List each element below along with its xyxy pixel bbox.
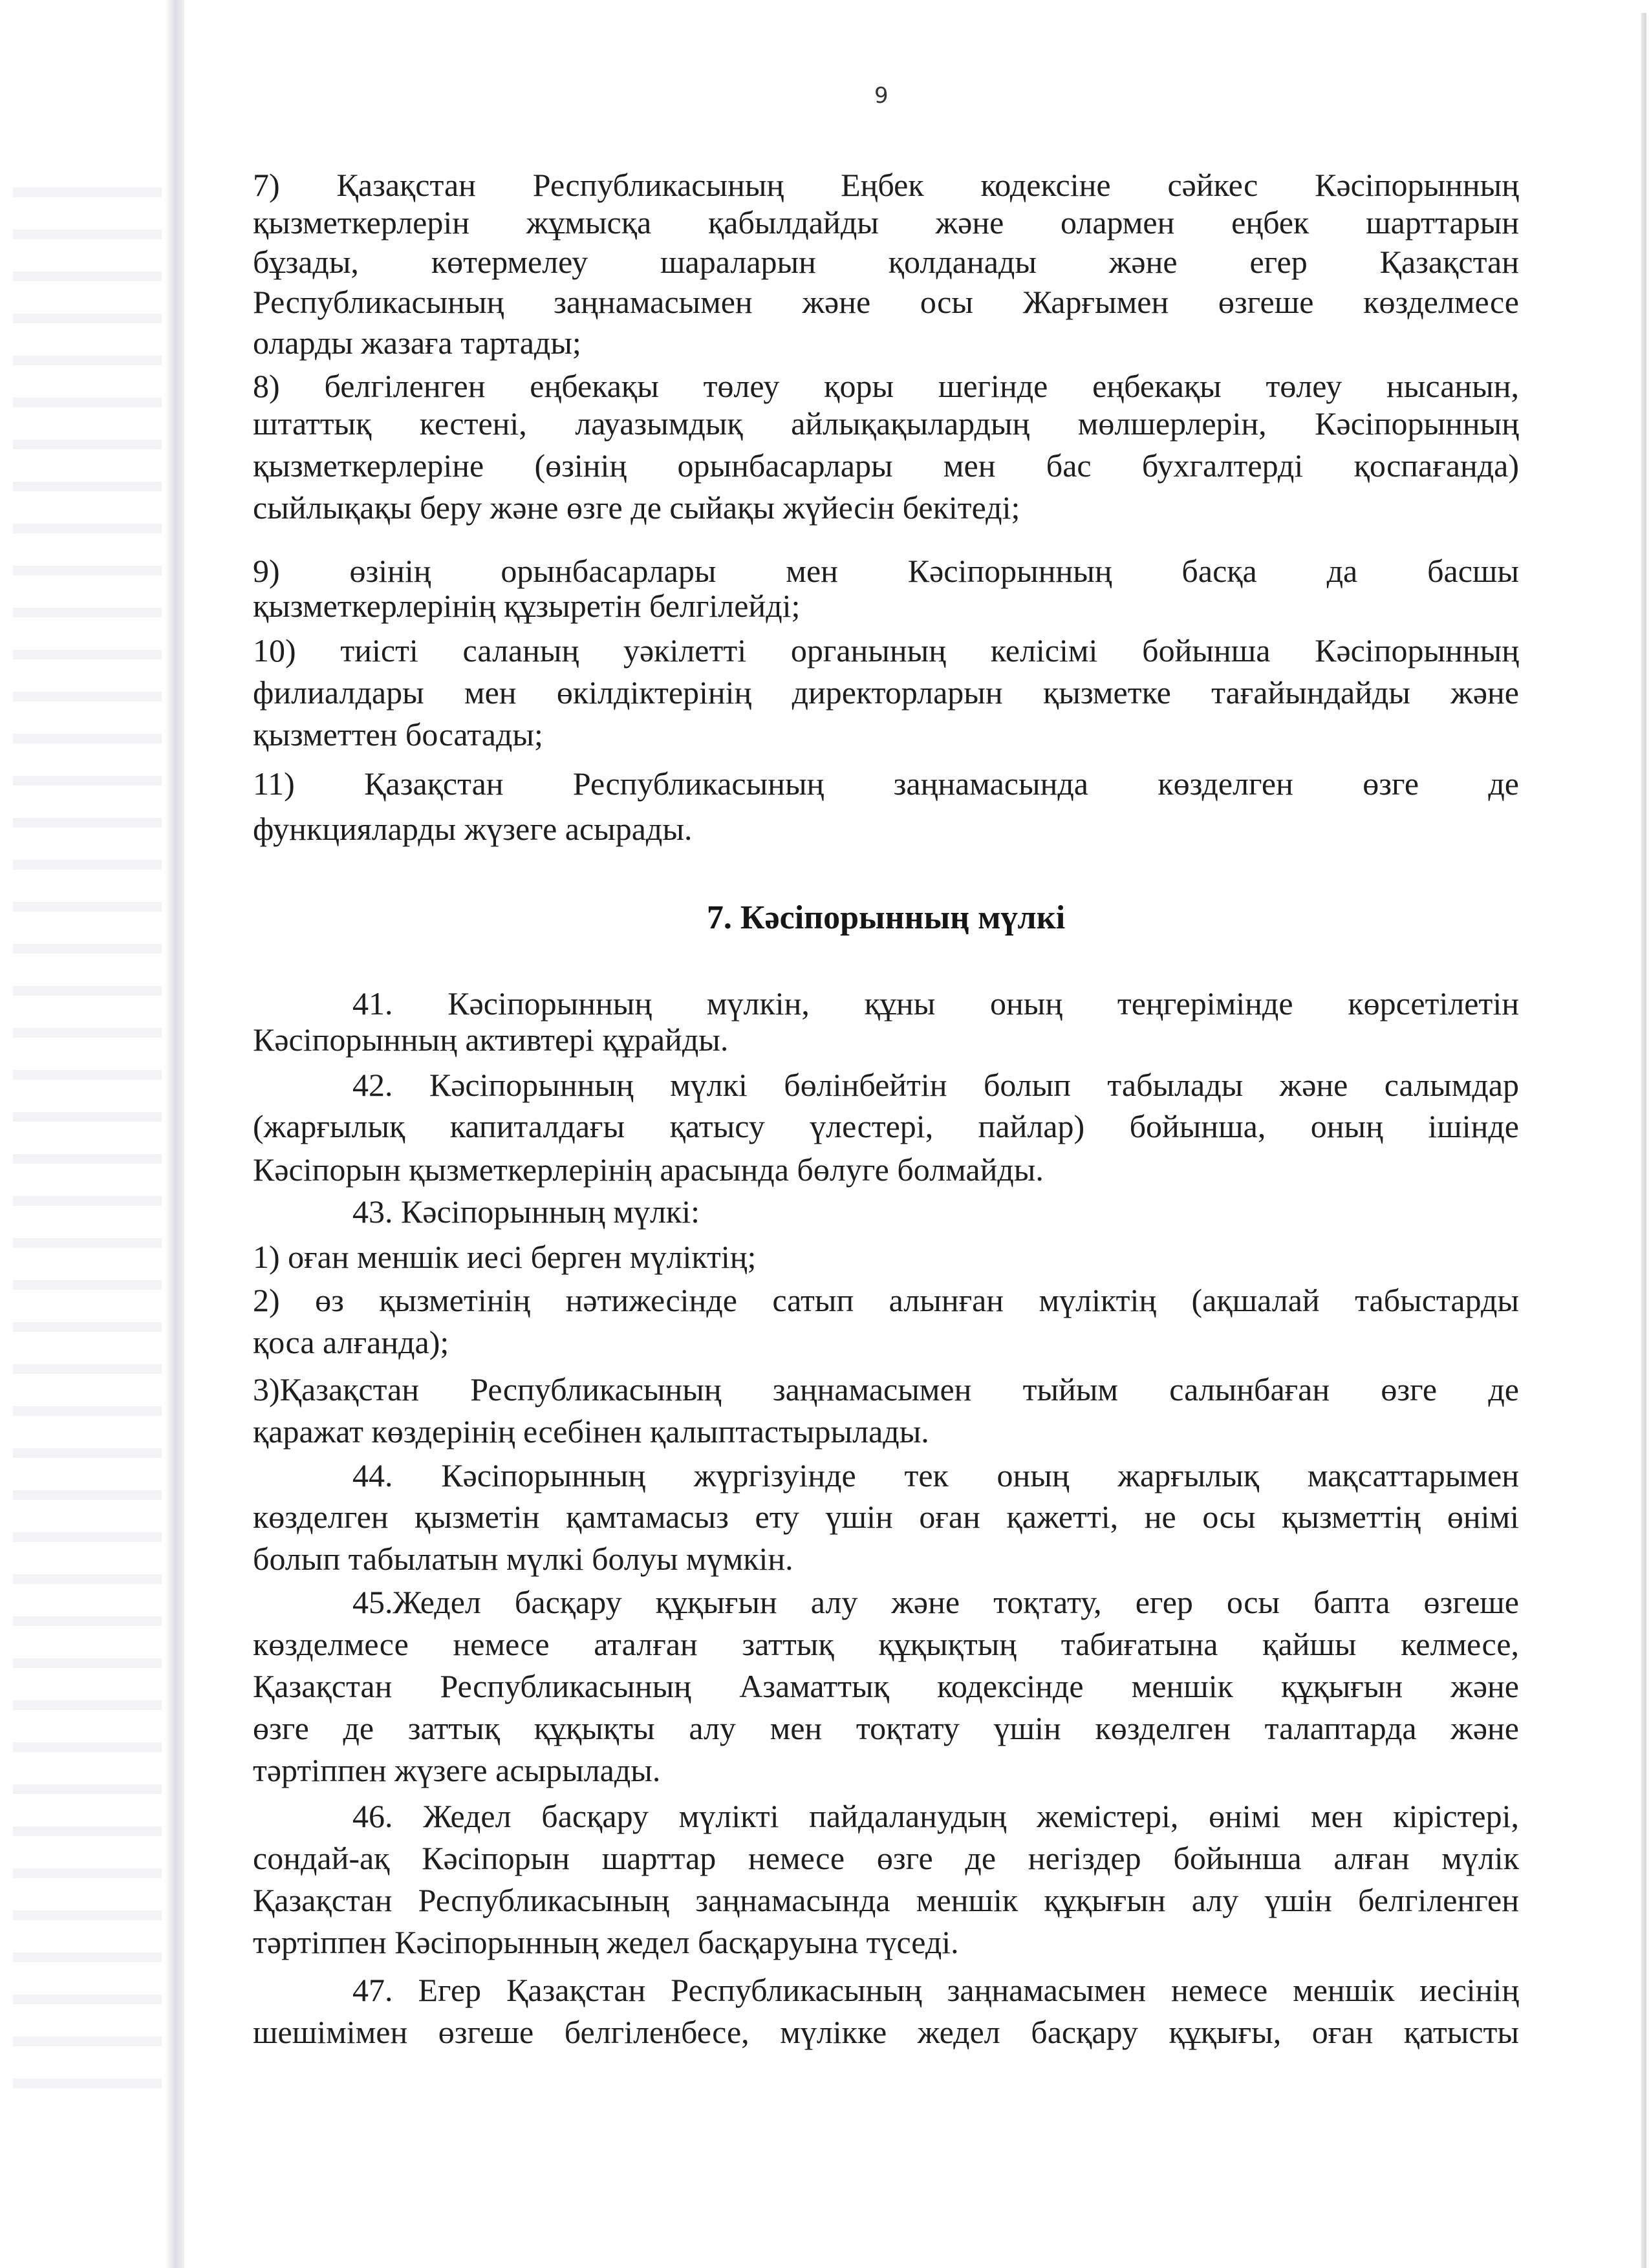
para-44-line-3: болып табылатын мүлкі болуы мүмкін.	[253, 1541, 793, 1577]
para-43-subitem-2-line-1: 2) өз қызметінің нәтижесінде сатып алынған мүліктің (ақшалай табыстарды	[253, 1282, 1519, 1318]
item-10-line-3: қызметтен босатады;	[253, 716, 543, 753]
para-44-line-2: көзделген қызметін қамтамасыз ету үшін оған қажетті, не осы қызметтің өнімі	[253, 1499, 1519, 1535]
item-8-line-4: сыйлықақы беру және өзге де сыйақы жүйесін бекітеді;	[253, 489, 1020, 526]
para-44-line-1: 44. Кәсіпорынның жүргізуінде тек оның жарғылық мақсаттарымен	[352, 1457, 1519, 1493]
para-46-line-4: тәртіппен Кәсіпорынның жедел басқаруына түседі.	[253, 1924, 959, 1960]
para-43-subitem-1: 1) оған меншік иесі берген мүліктің;	[253, 1239, 757, 1275]
para-45-line-4: өзге де заттық құқықты алу мен тоқтату үшін көзделген талаптарда және	[253, 1710, 1519, 1746]
para-41-line-2: Кәсіпорынның активтері құрайды.	[253, 1022, 729, 1058]
item-10-line-1: 10) тиісті саланың уәкілетті органының келісімі бойынша Кәсіпорынның	[253, 632, 1519, 669]
para-46-line-2: сондай-ақ Кәсіпорын шарттар немесе өзге де негіздер бойынша алған мүлік	[253, 1840, 1519, 1876]
item-8-line-1: 8) белгіленген еңбекақы төлеу қоры шегінде еңбекақы төлеу нысанын,	[253, 368, 1519, 404]
item-9-line-2: қызметкерлерінің құзыретін белгілейді;	[253, 588, 801, 624]
para-43-subitem-3-line-2: қаражат көздерінің есебінен қалыптастырылады.	[253, 1413, 929, 1450]
page-number: 9	[874, 83, 889, 109]
item-11-line-2: функцияларды жүзеге асырады.	[253, 811, 693, 847]
para-46-line-1: 46. Жедел басқару мүлікті пайдаланудың жемістері, өнімі мен кірістері,	[352, 1798, 1519, 1834]
para-42-line-3: Кәсіпорын қызметкерлерінің арасында бөлуге болмайды.	[253, 1151, 1044, 1188]
binding-fold-shadow	[165, 0, 184, 2268]
item-9-line-1: 9) өзінің орынбасарлары мен Кәсіпорынның басқа да басшы	[253, 553, 1519, 589]
para-43-subitem-2-line-2: қоса алғанда);	[253, 1324, 449, 1360]
para-45-line-3: Қазақстан Республикасының Азаматтық кодексінде меншік құқығын және	[253, 1668, 1519, 1704]
para-45-line-1: 45.Жедел басқару құқығын алу және тоқтату, егер осы бапта өзгеше	[352, 1584, 1519, 1620]
para-45-line-2: көзделмесе немесе аталған заттық құқықтың табиғатына қайшы келмесе,	[253, 1626, 1519, 1662]
para-41-line-1: 41. Кәсіпорынның мүлкін, құны оның теңгерімінде көрсетілетін	[352, 985, 1519, 1022]
para-42-line-1: 42. Кәсіпорынның мүлкі бөлінбейтін болып табылады және салымдар	[352, 1067, 1519, 1103]
item-7-line-3: бұзады, көтермелеу шараларын қолданады және егер Қазақстан	[253, 244, 1519, 280]
para-43-subitem-3-line-1: 3)Қазақстан Республикасының заңнамасымен тыйым салынбаған өзге де	[253, 1371, 1519, 1407]
item-11-line-1: 11) Қазақстан Республикасының заңнамасында көзделген өзге де	[253, 765, 1519, 802]
item-10-line-2: филиалдары мен өкілдіктерінің директорларын қызметке тағайындайды және	[253, 674, 1519, 711]
page-right-edge	[1641, 13, 1646, 2268]
para-46-line-3: Қазақстан Республикасының заңнамасында меншік құқығын алу үшін белгіленген	[253, 1882, 1519, 1918]
para-45-line-5: тәртіппен жүзеге асырылады.	[253, 1752, 661, 1788]
item-8-line-3: қызметкерлеріне (өзінің орынбасарлары мен бас бухгалтерді қоспағанда)	[253, 447, 1519, 484]
section-heading: 7. Кәсіпорынның мүлкі	[706, 899, 1066, 936]
bleed-through-previous-page	[13, 162, 162, 2101]
item-8-line-2: штаттық кестені, лауазымдық айлықақылардың мөлшерлерін, Кәсіпорынның	[253, 405, 1519, 442]
para-47-line-2: шешімімен өзгеше белгіленбесе, мүлікке жедел басқару құқығы, оған қатысты	[253, 2014, 1519, 2050]
para-42-line-2: (жарғылық капиталдағы қатысу үлестері, пайлар) бойынша, оның ішінде	[253, 1108, 1519, 1144]
item-7-line-2: қызметкерлерін жұмысқа қабылдайды және олармен еңбек шарттарын	[253, 204, 1519, 241]
item-7-line-1: 7) Қазақстан Республикасының Еңбек кодексіне сәйкес Кәсіпорынның	[253, 167, 1519, 203]
item-7-line-4: Республикасының заңнамасымен және осы Жарғымен өзгеше көзделмесе	[253, 284, 1519, 320]
item-7-line-5: оларды жазаға тартады;	[253, 325, 581, 361]
para-47-line-1: 47. Егер Қазақстан Республикасының заңнамасымен немесе меншік иесінің	[352, 1972, 1519, 2008]
para-43-line-1: 43. Кәсіпорынның мүлкі:	[352, 1193, 700, 1230]
